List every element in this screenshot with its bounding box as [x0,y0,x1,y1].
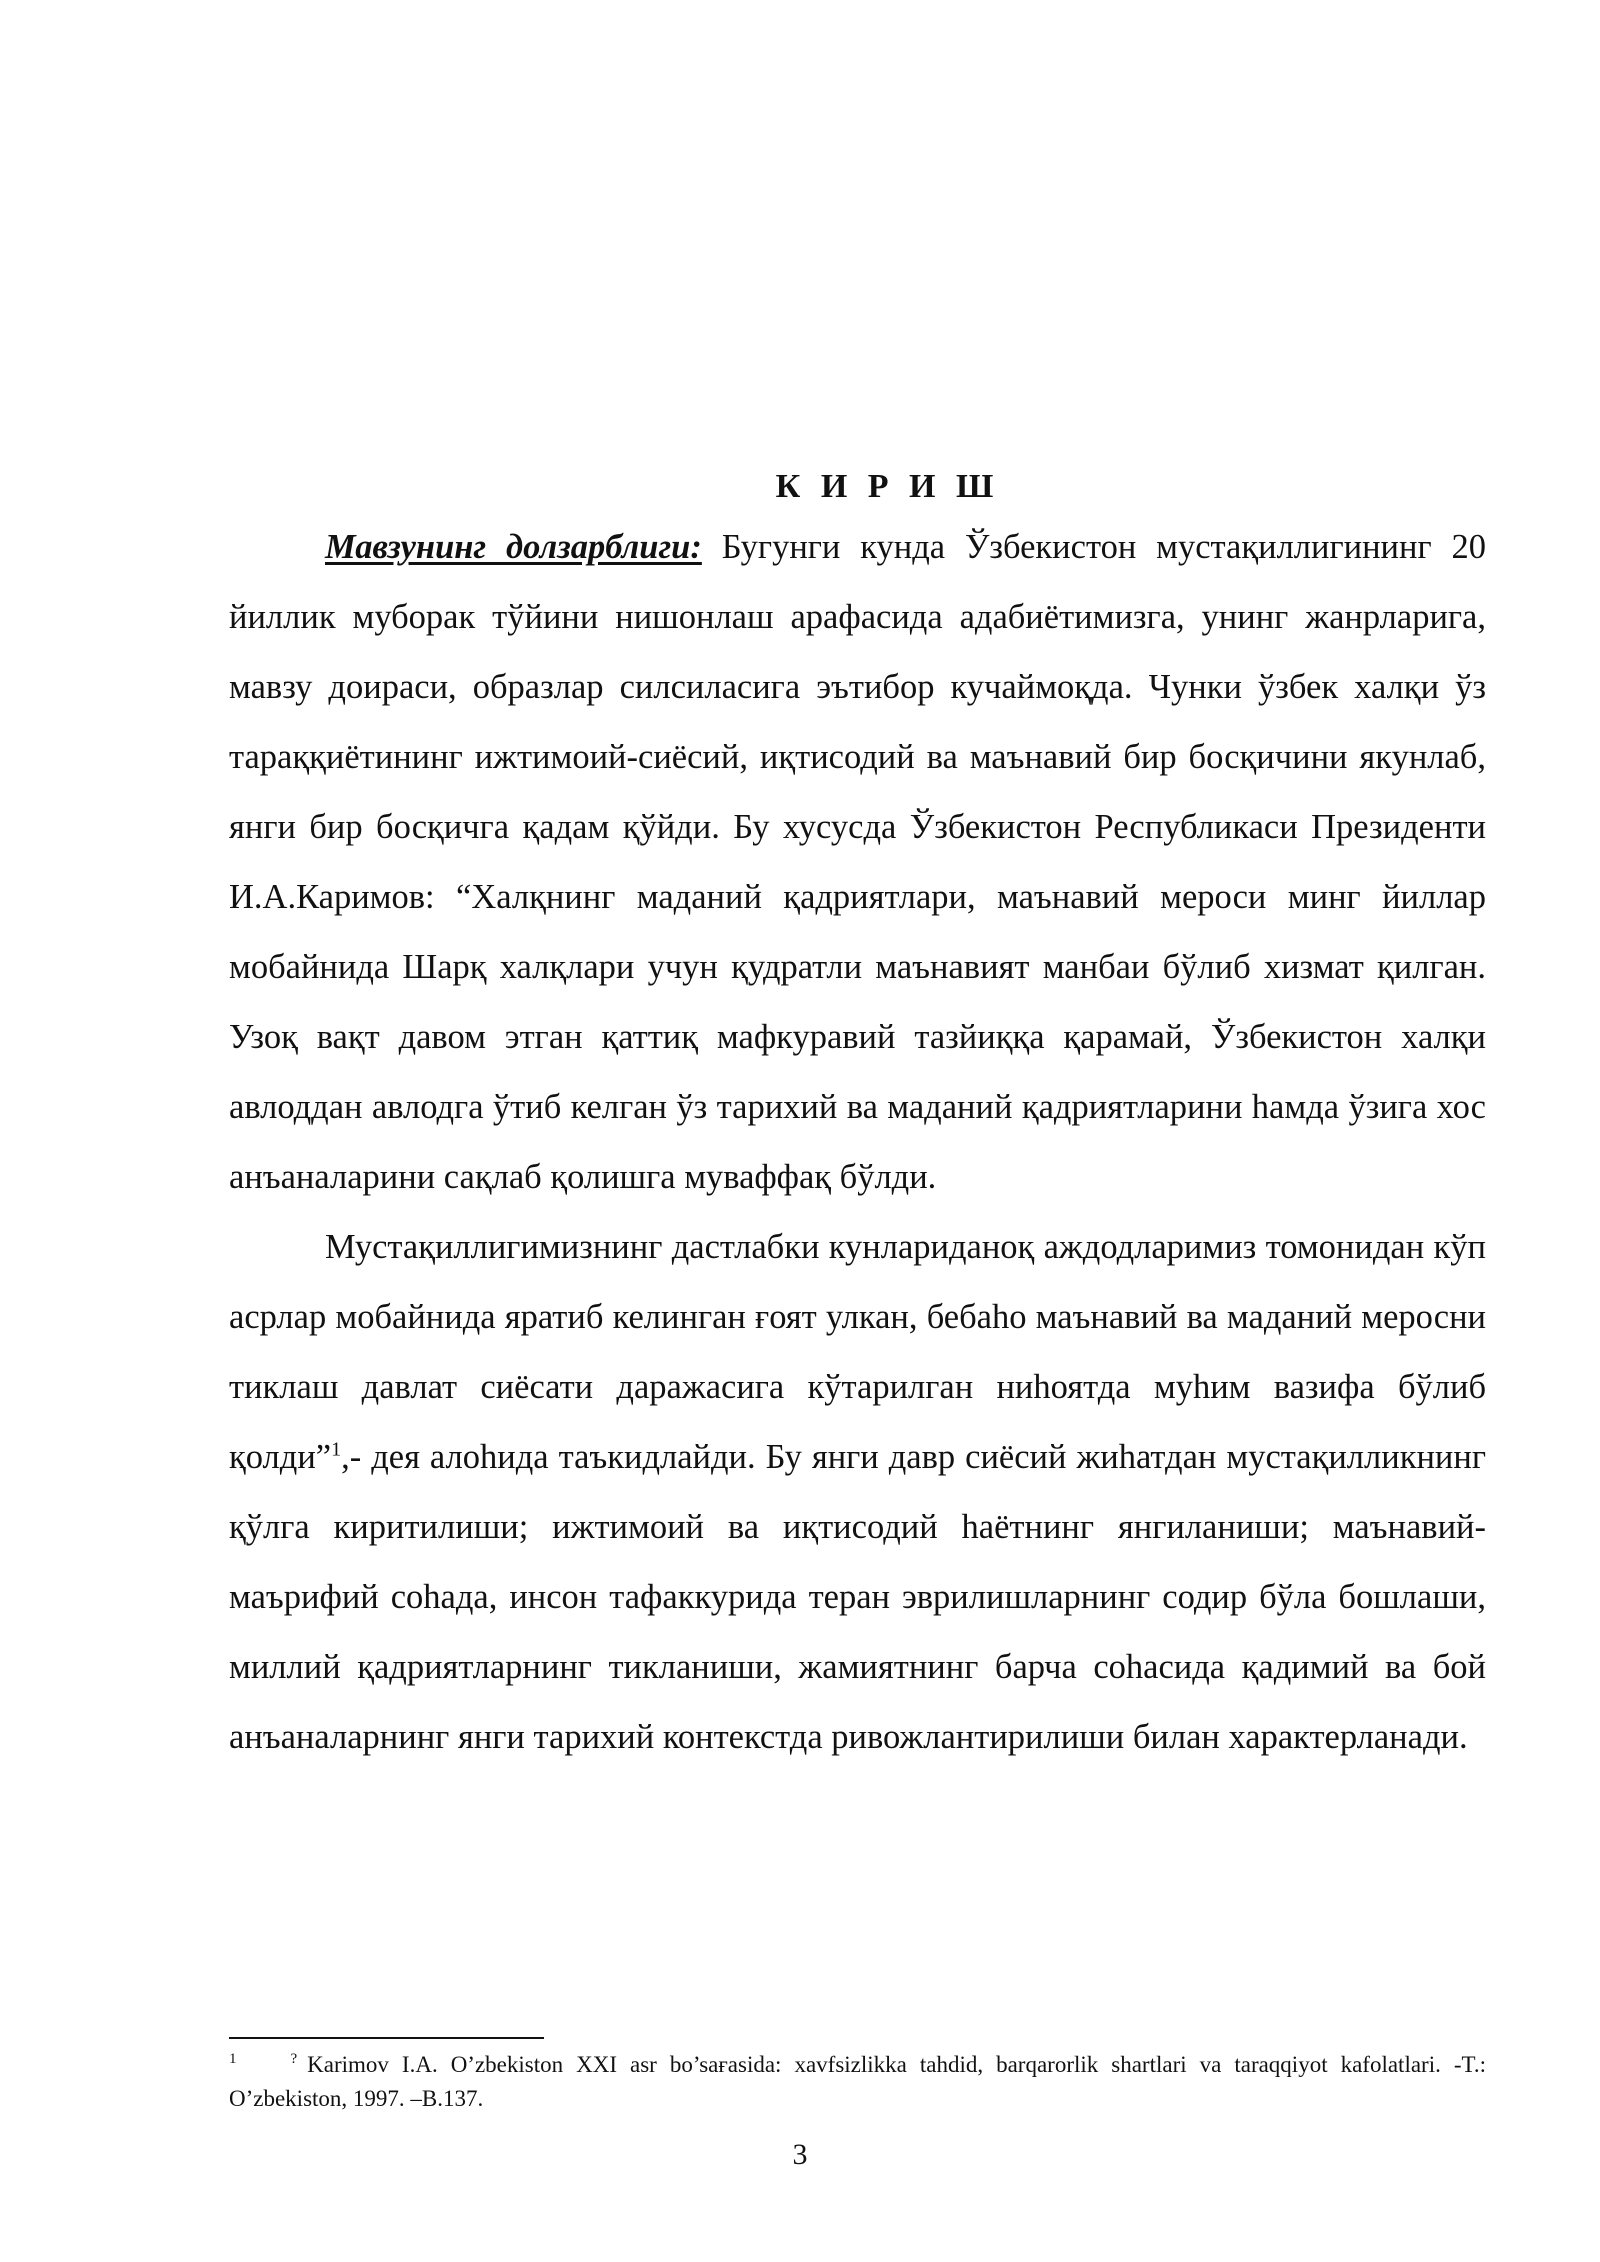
section-heading: К И Р И Ш [775,468,1000,505]
footnote-number: 1 [229,2051,237,2068]
footnote [229,2048,1486,2116]
body-content [229,462,1486,1772]
footnote-mark: ? [290,2051,298,2068]
paragraph-lead-title: Мавзунинг долзарблиги: [325,528,702,566]
paragraph-2-text-before-note: Мустақиллигимизнинг дастлабки кунлариданоқ аждодларимиз томонидан кўп асрлар мобайнида яратиб келинган ғоят улкан, бебаho маънавий ва маданий меросни тиклаш давлат сиёсати даражасига кўтарилган ниhоятда муhим вазифа бўлиб қолди” [229,1228,1486,1476]
footnote-divider [229,2037,544,2039]
paragraph-1 [229,512,1486,1212]
page-number: 3 [792,2138,808,2171]
footnote-reference[interactable]: 1 [331,1438,342,1461]
paragraph-1-text: Бугунги кунда Ўзбекистон мустақиллигининг 20 йиллик муборак тўйини нишонлаш арафасида адабиётимизга, унинг жанрларига, мавзу доираси, образлар силсиласига эътибор кучаймоқда. Чунки ўзбек халқи ўз тараққиётининг ижтимоий-сиёсий, иқтисодий ва маънавий бир босқичини якунлаб, янги бир босқичга қадам қўйди. Бу хусусда Ўзбекистон Республикаси Президенти И.А.Каримов: “Халқнинг маданий қадриятлари, маънавий мероси минг йиллар мобайнида Шарқ халқлари учун қудратли маънавият манбаи бўлиб хизмат қилган. Узоқ вақт давом этган қаттиқ мафкуравий тазйиққа қарамай, Ўзбекистон халқи авлоддан авлодга ўтиб келган ўз тарихий ва маданий қадриятларини hамда ўзига хос анъаналарини сақлаб қолишга муваффақ бўлди. [229,528,1486,1196]
footnote-text: Karimov I.A. O’zbekiston XXI asr bo’saғasida: xavfsizlikka tahdid, barqarorlik shartlari va taraqqiyot kafolatlari. -T.: O’zbekiston, 1997. –B.137. [229,2052,1486,2111]
paragraph-2-text-after-note: ,- дея алоhида таъкидлайди. Бу янги давр сиёсий жиhатдан мустақилликнинг қўлга киритилиши; ижтимоий ва иқтисодий hаётнинг янгиланиши; маънавий-маърифий соhада, инсон тафаккурида теран эврилишларнинг содир бўла бошлаши, миллий қадриятларнинг тикланиши, жамиятнинг барча соhасида қадимий ва бой анъаналарнинг янги тарихий контекстда ривожлантирилиши билан характерланади. [229,1438,1486,1756]
paragraph-2 [229,1212,1486,1772]
